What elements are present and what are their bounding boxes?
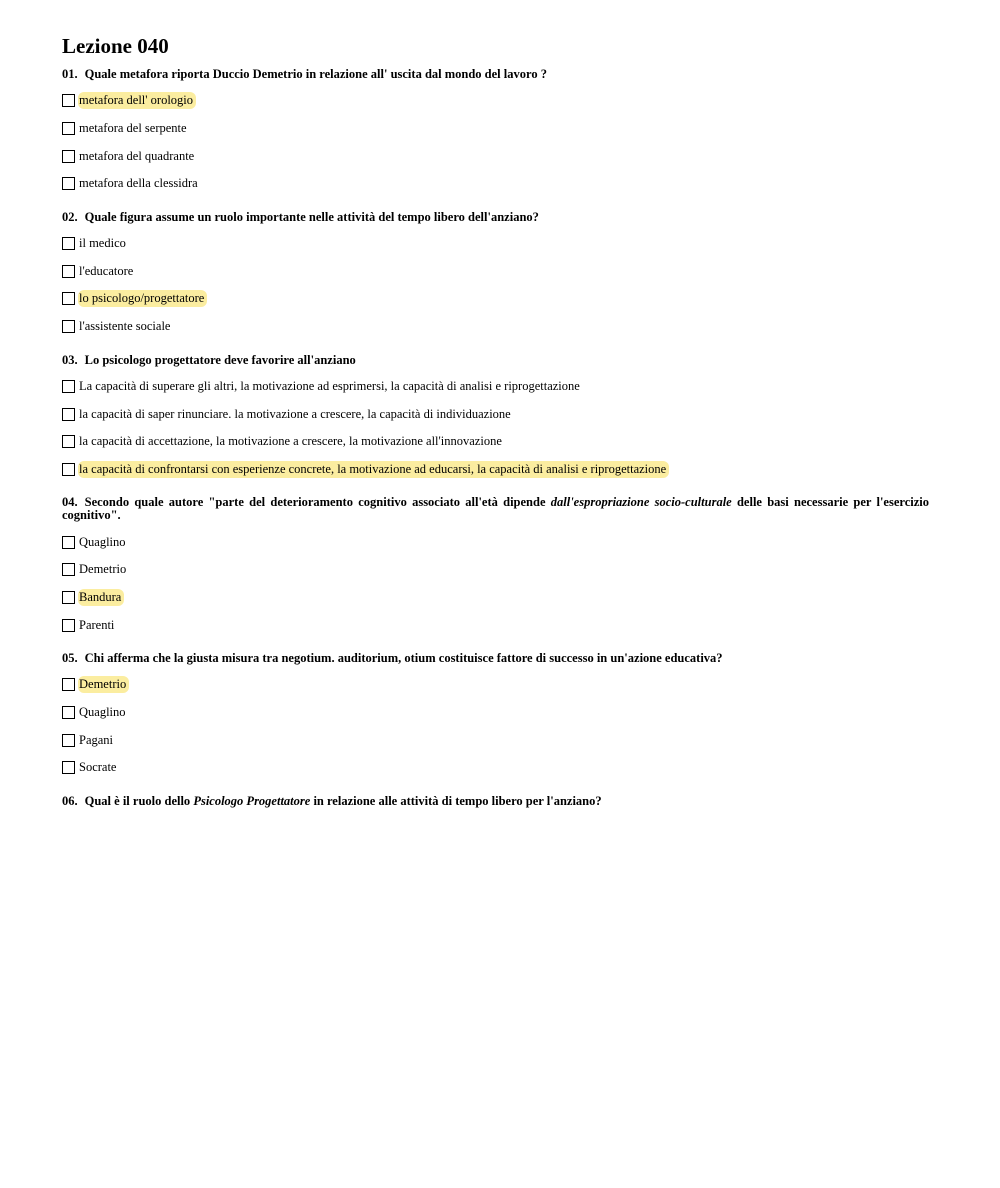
question-text <box>62 652 929 665</box>
checkbox-icon[interactable] <box>62 94 75 107</box>
answer-option[interactable] <box>62 400 929 428</box>
checkbox-icon[interactable] <box>62 320 75 333</box>
question-number: 05. <box>62 651 78 665</box>
option-label: Pagani <box>79 732 114 747</box>
checkbox-icon[interactable] <box>62 122 75 135</box>
page-title: Lezione 040 <box>62 34 169 58</box>
question-number: 02. <box>62 209 78 224</box>
answer-option[interactable] <box>62 456 929 484</box>
question-body-italic: dall'espropriazione socio-culturale <box>550 495 732 510</box>
question-02 <box>62 211 929 341</box>
question-text <box>62 795 929 808</box>
option-label: Bandura <box>78 589 124 606</box>
checkbox-icon[interactable] <box>62 265 75 278</box>
question-body-italic: Psicologo Progettatore <box>193 793 311 808</box>
checkbox-icon[interactable] <box>62 408 75 421</box>
option-label: il medico <box>79 236 126 251</box>
question-number: 06. <box>62 793 78 808</box>
option-label: metafora del serpente <box>79 121 187 136</box>
checkbox-icon[interactable] <box>62 563 75 576</box>
checkbox-icon[interactable] <box>62 237 75 250</box>
option-label: metafora dell' orologio <box>78 92 196 109</box>
answer-option[interactable] <box>62 754 929 782</box>
checkbox-icon[interactable] <box>62 591 75 604</box>
question-body-end: delle basi necessarie per l'esercizio cognitivo". <box>62 495 929 523</box>
question-05 <box>62 652 929 782</box>
option-label: l'educatore <box>79 263 134 278</box>
option-label: La capacità di superare gli altri, la motivazione ad esprimersi, la capacità di analisi e riprogettazione <box>79 378 580 393</box>
answer-option[interactable] <box>62 584 929 612</box>
answer-option[interactable] <box>62 257 929 285</box>
question-number: 01. <box>62 67 78 81</box>
document-page <box>62 34 929 821</box>
question-body: Chi afferma che la giusta misura tra negotium. auditorium, otium costituisce fattore di successo in un'azione educativa? <box>84 651 723 665</box>
question-06 <box>62 795 929 808</box>
question-body: Lo psicologo progettatore deve favorire all'anziano <box>84 352 356 367</box>
option-label: la capacità di confrontarsi con esperienze concrete, la motivazione ad educarsi, la capacità di analisi e riprogettazione <box>78 461 669 478</box>
question-body-start: Qual è il ruolo dello <box>84 793 194 808</box>
option-label: la capacità di accettazione, la motivazione a crescere, la motivazione all'innovazione <box>79 434 502 449</box>
answer-option[interactable] <box>62 428 929 456</box>
checkbox-icon[interactable] <box>62 292 75 305</box>
option-label: Demetrio <box>78 676 129 693</box>
question-body: Quale metafora riporta Duccio Demetrio in relazione all' uscita dal mondo del lavoro ? <box>84 67 547 81</box>
checkbox-icon[interactable] <box>62 536 75 549</box>
checkbox-icon[interactable] <box>62 734 75 747</box>
checkbox-icon[interactable] <box>62 706 75 719</box>
answer-option[interactable] <box>62 556 929 584</box>
answer-option[interactable] <box>62 671 929 699</box>
answer-option[interactable] <box>62 87 929 115</box>
checkbox-icon[interactable] <box>62 150 75 163</box>
checkbox-icon[interactable] <box>62 435 75 448</box>
question-01 <box>62 68 929 198</box>
question-body: Quale figura assume un ruolo importante nelle attività del tempo libero dell'anziano? <box>84 209 539 224</box>
question-03 <box>62 354 929 484</box>
checkbox-icon[interactable] <box>62 761 75 774</box>
question-text <box>62 354 929 367</box>
option-label: metafora della clessidra <box>79 176 198 191</box>
question-04 <box>62 496 929 639</box>
option-label: Demetrio <box>79 562 127 577</box>
question-text <box>62 211 929 224</box>
option-label: Quaglino <box>79 534 126 549</box>
answer-option[interactable] <box>62 115 929 143</box>
question-number: 03. <box>62 352 78 367</box>
checkbox-icon[interactable] <box>62 619 75 632</box>
answer-option[interactable] <box>62 170 929 198</box>
answer-option[interactable] <box>62 230 929 258</box>
option-label: Parenti <box>79 617 115 632</box>
answer-option[interactable] <box>62 699 929 727</box>
question-number: 04. <box>62 495 78 510</box>
option-label: la capacità di saper rinunciare. la motivazione a crescere, la capacità di individuazione <box>79 406 511 421</box>
checkbox-icon[interactable] <box>62 678 75 691</box>
answer-option[interactable] <box>62 373 929 401</box>
checkbox-icon[interactable] <box>62 380 75 393</box>
question-text <box>62 496 929 522</box>
question-body-start: Secondo quale autore "parte del deterioramento cognitivo associato all'età dipende <box>84 495 551 510</box>
option-label: Quaglino <box>79 705 126 720</box>
answer-option[interactable] <box>62 313 929 341</box>
answer-option[interactable] <box>62 611 929 639</box>
option-label: Socrate <box>79 760 117 775</box>
option-label: l'assistente sociale <box>79 319 171 334</box>
option-label: metafora del quadrante <box>79 148 195 163</box>
answer-option[interactable] <box>62 142 929 170</box>
question-text <box>62 68 929 81</box>
answer-option[interactable] <box>62 726 929 754</box>
question-body-end: in relazione alle attività di tempo libero per l'anziano? <box>310 793 602 808</box>
checkbox-icon[interactable] <box>62 463 75 476</box>
answer-option[interactable] <box>62 285 929 313</box>
checkbox-icon[interactable] <box>62 177 75 190</box>
answer-option[interactable] <box>62 528 929 556</box>
option-label: lo psicologo/progettatore <box>78 290 207 307</box>
